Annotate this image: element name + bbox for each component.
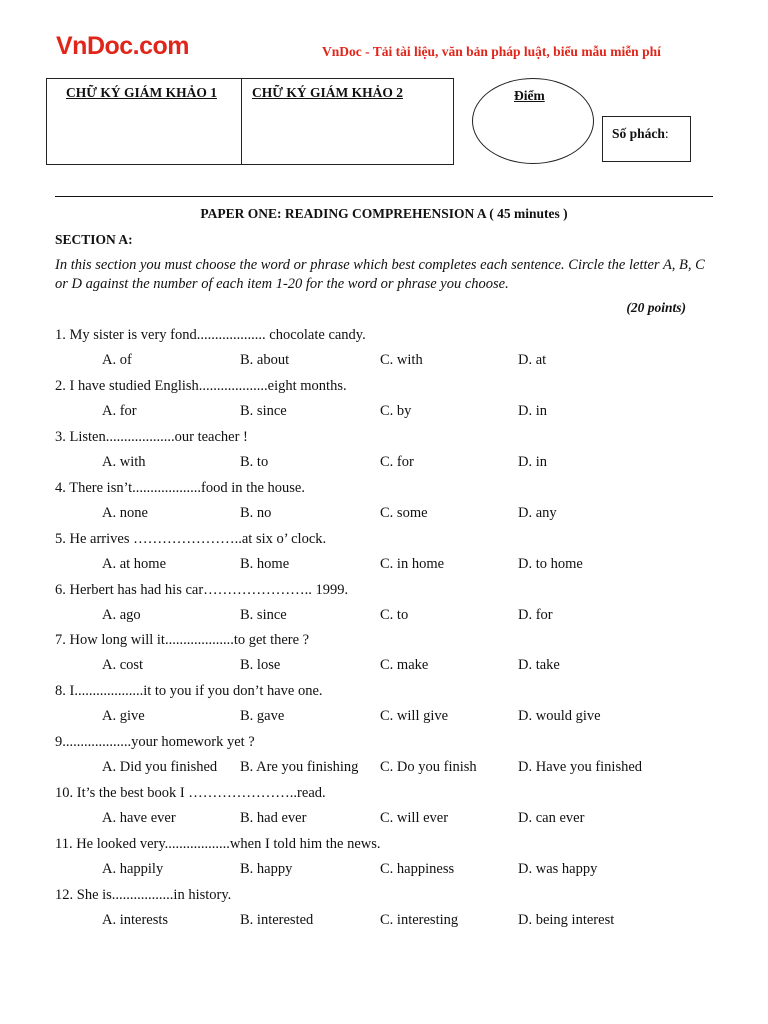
question-text: 2. I have studied English...................eight months. (55, 377, 347, 394)
answer-option[interactable]: D. was happy (518, 861, 598, 877)
question-text: 10. It’s the best book I …………………..read. (55, 785, 326, 802)
section-instructions: In this section you must choose the word or phrase which best completes each sentence. Circle the letter A, B, C or D against the number of each item 1-20 for the word or phrase you choose. (55, 257, 705, 292)
examiner-2-label: CHỮ KÝ GIÁM KHẢO 2 (252, 85, 403, 100)
question-item (55, 730, 735, 781)
answer-options (55, 653, 735, 678)
answer-option[interactable]: A. happily (102, 861, 164, 877)
answer-option[interactable]: C. will give (380, 708, 449, 725)
answer-option[interactable]: B. no (240, 504, 272, 521)
answer-option[interactable]: C. will ever (380, 810, 449, 827)
question-text: 5. He arrives …………………..at six o’ clock. (55, 530, 327, 547)
answer-option[interactable]: A. with (102, 453, 146, 470)
answer-options (55, 348, 735, 373)
question-item (55, 781, 735, 832)
answer-option[interactable]: A. at home (102, 555, 167, 572)
sophach-colon: : (664, 126, 669, 141)
question-text: 3. Listen...................our teacher ! (55, 428, 248, 445)
answer-option[interactable]: C. to (380, 606, 409, 623)
answer-option[interactable]: C. Do you finish (380, 759, 477, 776)
answer-option[interactable]: C. in home (380, 555, 445, 572)
answer-option[interactable]: C. by (380, 402, 412, 419)
answer-option[interactable]: A. give (102, 708, 145, 725)
vndoc-logo[interactable]: VnDoc.com (56, 32, 190, 60)
question-text: 12. She is.................in history. (55, 886, 232, 903)
answer-option[interactable]: D. any (518, 504, 557, 521)
answer-options (55, 806, 735, 831)
question-text: 8. I...................it to you if you don’t have one. (55, 683, 323, 700)
answer-option[interactable]: A. none (102, 504, 148, 521)
answer-option[interactable]: C. for (380, 453, 414, 470)
question-item (55, 628, 735, 679)
answer-option[interactable]: D. being interest (518, 911, 615, 928)
header-tagline: VnDoc - Tải tài liệu, văn bản pháp luật, biểu mẫu miễn phí (322, 44, 661, 59)
answer-option[interactable]: C. make (380, 657, 429, 674)
question-item (55, 374, 735, 425)
answer-option[interactable]: C. interesting (380, 911, 459, 928)
answer-option[interactable]: D. at (518, 352, 547, 368)
answer-option[interactable]: C. some (380, 504, 428, 521)
question-text: 7. How long will it...................to get there ? (55, 632, 310, 649)
question-text: 9...................your homework yet ? (55, 734, 255, 751)
answer-option[interactable]: D. Have you finished (518, 759, 643, 776)
examiner-signature-table (46, 78, 454, 165)
answer-option[interactable]: B. to (240, 453, 269, 470)
paper-title: PAPER ONE: READING COMPREHENSION A ( 45 minutes ) (200, 206, 568, 221)
question-item (55, 578, 735, 629)
answer-option[interactable]: C. with (380, 352, 423, 368)
score-circle (472, 78, 594, 164)
question-item (55, 476, 735, 527)
question-text: 1. My sister is very fond................... chocolate candy. (55, 327, 366, 343)
answer-option[interactable]: A. have ever (102, 810, 176, 827)
answer-option[interactable]: A. of (102, 352, 132, 368)
answer-options (55, 704, 735, 729)
answer-option[interactable]: D. can ever (518, 810, 585, 827)
section-title: SECTION A: (55, 232, 133, 247)
answer-option[interactable]: B. lose (240, 657, 281, 674)
answer-option[interactable]: D. would give (518, 708, 601, 725)
answer-option[interactable]: B. since (240, 402, 287, 419)
header-divider (55, 196, 713, 197)
question-item (55, 425, 735, 476)
answer-option[interactable]: B. home (240, 555, 290, 572)
question-text: 11. He looked very..................when I told him the news. (55, 836, 381, 852)
answer-options (55, 501, 735, 526)
examiner-1-cell (47, 79, 242, 164)
answer-options (55, 552, 735, 577)
answer-option[interactable]: A. for (102, 402, 137, 419)
sophach-box (602, 116, 691, 162)
question-text: 6. Herbert has had his car………………….. 1999. (55, 581, 349, 598)
examiner-1-label: CHỮ KÝ GIÁM KHẢO 1 (66, 85, 217, 100)
question-item (55, 832, 735, 883)
question-text: 4. There isn’t...................food in the house. (55, 479, 305, 496)
answer-option[interactable]: B. since (240, 606, 287, 623)
answer-option[interactable]: A. interests (102, 911, 169, 928)
question-item (55, 883, 735, 934)
answer-option[interactable]: B. about (240, 352, 290, 368)
answer-option[interactable]: B. interested (240, 911, 314, 928)
answer-option[interactable]: D. to home (518, 555, 583, 572)
answer-options (55, 908, 735, 933)
answer-option[interactable]: B. had ever (240, 810, 307, 827)
answer-options (55, 857, 735, 882)
answer-option[interactable]: D. in (518, 402, 547, 419)
answer-option[interactable]: D. take (518, 657, 560, 674)
answer-option[interactable]: B. Are you finishing (240, 759, 359, 776)
answer-options (55, 603, 735, 628)
answer-option[interactable]: B. happy (240, 861, 293, 877)
examiner-2-cell (242, 79, 453, 164)
question-item (55, 679, 735, 730)
answer-option[interactable]: B. gave (240, 708, 285, 725)
score-label: Điểm (514, 88, 545, 103)
question-item (55, 323, 735, 374)
answer-option[interactable]: A. Did you finished (102, 759, 218, 776)
answer-option[interactable]: D. for (518, 606, 553, 623)
answer-options (55, 399, 735, 424)
question-item (55, 527, 735, 578)
answer-option[interactable]: A. cost (102, 657, 144, 674)
answer-options (55, 450, 735, 475)
answer-option[interactable]: D. in (518, 453, 547, 470)
answer-options (55, 755, 735, 780)
sophach-label: Số phách (612, 126, 665, 141)
answer-option[interactable]: C. happiness (380, 861, 455, 877)
section-points: (20 points) (626, 300, 686, 315)
answer-option[interactable]: A. ago (102, 606, 141, 623)
